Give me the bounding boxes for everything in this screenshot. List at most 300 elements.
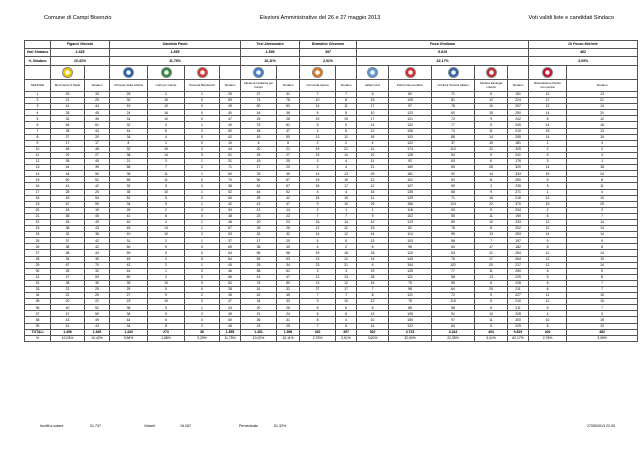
vote-cell: 5: [475, 92, 508, 98]
sezione-number: 28: [25, 256, 51, 262]
vote-cell: 25: [110, 287, 148, 293]
vote-cell: 2: [185, 293, 220, 299]
vote-cell: 1: [529, 140, 567, 146]
vote-cell: 25: [241, 152, 277, 158]
vote-cell: 105: [389, 311, 432, 317]
vote-cell: 92: [389, 159, 432, 165]
vote-cell: 3: [529, 159, 567, 165]
vote-cell: 41: [51, 183, 85, 189]
vote-cell: 92: [432, 171, 475, 177]
vote-cell: 2: [148, 207, 185, 213]
vote-cell: 45: [85, 213, 110, 219]
vote-cell: 1: [185, 171, 220, 177]
vote-cell: 10: [148, 104, 185, 110]
vote-cell: 76: [241, 280, 277, 286]
vote-cell: 12: [300, 274, 336, 280]
vote-cell: 7: [475, 238, 508, 244]
vote-cell: 91: [432, 311, 475, 317]
percent-cell: 10,02%: [241, 335, 277, 341]
vote-cell: 176: [508, 159, 529, 165]
vote-cell: 12: [357, 128, 389, 134]
vote-cell: 7: [567, 280, 638, 286]
vote-cell: 14: [336, 219, 357, 225]
vote-cell: 29: [241, 262, 277, 268]
vote-cell: 10: [357, 152, 389, 158]
vote-cell: 8: [475, 280, 508, 286]
vote-cell: 45: [220, 262, 241, 268]
vote-cell: 14: [475, 134, 508, 140]
vote-cell: 10: [567, 195, 638, 201]
vote-cell: 0: [185, 299, 220, 305]
vote-cell: 2: [567, 146, 638, 152]
vote-cell: 25: [220, 92, 241, 98]
vote-cell: 14: [567, 262, 638, 268]
vote-cell: 26: [51, 268, 85, 274]
vote-cell: 2: [185, 323, 220, 329]
vote-cell: 123: [389, 110, 432, 116]
vote-cell: 26: [277, 226, 300, 232]
vote-cell: 9: [475, 122, 508, 128]
candidate-perc: 10,11%: [241, 57, 300, 66]
list-name: Sinistra Ecologia Libertà: [475, 80, 508, 92]
vote-cell: 6: [357, 262, 389, 268]
vote-cell: 15: [475, 110, 508, 116]
vote-cell: 21: [357, 165, 389, 171]
sezione-number: 4: [25, 110, 51, 116]
vote-cell: 10: [148, 299, 185, 305]
vote-cell: 14: [300, 104, 336, 110]
vote-cell: 6: [357, 305, 389, 311]
vote-cell: 10: [357, 110, 389, 116]
vote-cell: 31: [277, 92, 300, 98]
vote-cell: 40: [51, 305, 85, 311]
vote-cell: 5: [300, 122, 336, 128]
vote-cell: 31: [241, 287, 277, 293]
vote-cell: 242: [508, 116, 529, 122]
vote-cell: 4: [336, 159, 357, 165]
vote-cell: 1: [185, 159, 220, 165]
vote-cell: 39: [241, 195, 277, 201]
vote-cell: 60: [220, 195, 241, 201]
vote-cell: 52: [277, 189, 300, 195]
vote-cell: 10: [148, 280, 185, 286]
vote-cell: 6: [148, 213, 185, 219]
vote-cell: 5: [148, 183, 185, 189]
percent-cell: 11,75%: [220, 335, 241, 341]
list-name: Cristiani Toscani Italiani: [432, 80, 475, 92]
vote-cell: 233: [508, 219, 529, 225]
vote-cell: 45: [51, 146, 85, 152]
vote-cell: 13: [475, 274, 508, 280]
vote-cell: 9: [475, 323, 508, 329]
party-logo-icon: [62, 67, 73, 78]
vote-cell: 9: [148, 244, 185, 250]
vote-cell: 255: [508, 134, 529, 140]
vote-cell: 17: [241, 238, 277, 244]
vote-cell: 49: [220, 311, 241, 317]
vote-cell: 21: [277, 146, 300, 152]
vote-cell: 44: [85, 250, 110, 256]
vote-cell: 5: [529, 152, 567, 158]
vote-cell: 61: [85, 122, 110, 128]
vote-cell: 8: [148, 323, 185, 329]
vote-cell: 12: [336, 232, 357, 238]
vote-cell: 44: [85, 104, 110, 110]
vote-cell: 0: [185, 183, 220, 189]
total-cell: 482: [567, 329, 638, 335]
vote-cell: 20: [567, 110, 638, 116]
vote-cell: 13: [300, 256, 336, 262]
vote-cell: 4: [185, 207, 220, 213]
vote-cell: 12: [529, 195, 567, 201]
vote-cell: 58: [432, 305, 475, 311]
party-logo-icon: [123, 67, 134, 78]
vote-cell: 50: [241, 177, 277, 183]
vote-cell: 2: [185, 311, 220, 317]
candidate-name: Brandino Giovanni: [300, 41, 357, 49]
total-cell: 402: [300, 329, 336, 335]
list-name: Partito Democratico: [389, 80, 432, 92]
vote-cell: 2: [148, 238, 185, 244]
vote-cell: 14: [357, 323, 389, 329]
percentuale-label: Percentuale: [239, 424, 259, 428]
vote-cell: 150: [389, 317, 432, 323]
vote-cell: 71: [432, 92, 475, 98]
vote-cell: 17: [85, 140, 110, 146]
vote-cell: 118: [389, 207, 432, 213]
vote-cell: 9: [148, 311, 185, 317]
vote-cell: 44: [110, 128, 148, 134]
vote-cell: 7: [336, 92, 357, 98]
sindaco-header: Sindaco: [277, 80, 300, 92]
vote-cell: 3: [475, 183, 508, 189]
vote-cell: 47: [51, 274, 85, 280]
candidate-name: Fossi Emiliano: [357, 41, 529, 49]
vote-cell: 49: [110, 256, 148, 262]
vote-cell: 78: [389, 299, 432, 305]
vote-cell: 210: [508, 299, 529, 305]
sezione-number: 11: [25, 152, 51, 158]
vote-cell: 14: [475, 171, 508, 177]
vote-cell: 44: [110, 317, 148, 323]
vote-cell: 14: [529, 232, 567, 238]
vote-cell: 151: [508, 92, 529, 98]
vote-cell: 1: [567, 159, 638, 165]
vote-cell: 29: [357, 171, 389, 177]
vote-cell: 1: [185, 92, 220, 98]
vote-cell: 34: [110, 134, 148, 140]
vote-cell: 40: [277, 244, 300, 250]
sezione-number: 6: [25, 122, 51, 128]
vote-cell: 228: [508, 311, 529, 317]
vote-cell: 1: [185, 305, 220, 311]
sindaco-header: Sindaco: [508, 80, 529, 92]
vote-cell: 271: [508, 189, 529, 195]
vote-cell: 64: [220, 250, 241, 256]
vote-cell: 24: [110, 110, 148, 116]
voti-sindaco-row: [25, 49, 638, 57]
vote-cell: 57: [277, 177, 300, 183]
vote-cell: 14: [357, 256, 389, 262]
vote-cell: 0: [185, 213, 220, 219]
vote-cell: 76: [241, 122, 277, 128]
vote-cell: 29: [277, 323, 300, 329]
vote-cell: 182: [508, 244, 529, 250]
vote-cell: 53: [277, 104, 300, 110]
vote-cell: 135: [389, 189, 432, 195]
vote-cell: 23: [241, 323, 277, 329]
vote-cell: 250: [508, 268, 529, 274]
vote-cell: 21: [110, 159, 148, 165]
vote-cell: 27: [51, 134, 85, 140]
vote-cell: 45: [51, 219, 85, 225]
sezione-number: 33: [25, 287, 51, 293]
vote-cell: 55: [110, 177, 148, 183]
vote-cell: 27: [300, 287, 336, 293]
total-cell: 9.819: [508, 329, 529, 335]
vote-cell: 13: [336, 171, 357, 177]
total-cell: 1.855: [220, 329, 241, 335]
vote-cell: 12: [475, 98, 508, 104]
vote-cell: 35: [220, 293, 241, 299]
vote-cell: 14: [567, 232, 638, 238]
vote-cell: 5: [148, 250, 185, 256]
vote-cell: 7: [357, 287, 389, 293]
vote-cell: 84: [432, 323, 475, 329]
vote-cell: 60: [432, 110, 475, 116]
vote-cell: 123: [389, 219, 432, 225]
vote-cell: 42: [85, 183, 110, 189]
vote-cell: 12: [529, 219, 567, 225]
list-name: Italiani Voci: [357, 80, 389, 92]
vote-cell: 25: [85, 189, 110, 195]
sezione-number: 22: [25, 219, 51, 225]
vote-cell: 12: [529, 256, 567, 262]
vote-cell: 34: [51, 256, 85, 262]
vote-cell: 15: [336, 195, 357, 201]
vote-cell: 44: [220, 146, 241, 152]
vote-cell: 16: [148, 110, 185, 116]
candidate-name: Figacci Niccolò: [51, 41, 110, 49]
list-name: Movimento 5 Stelle: [51, 80, 85, 92]
logo-cell: [110, 66, 148, 80]
percent-row: [25, 335, 638, 341]
vote-cell: 54: [432, 244, 475, 250]
vote-cell: 190: [508, 213, 529, 219]
vote-cell: 28: [220, 287, 241, 293]
vote-cell: 14: [529, 134, 567, 140]
vote-cell: 227: [508, 293, 529, 299]
vote-cell: 3: [148, 122, 185, 128]
vote-cell: 29: [357, 201, 389, 207]
vote-cell: 52: [241, 183, 277, 189]
vote-cell: 6: [357, 244, 389, 250]
vote-cell: 1: [185, 122, 220, 128]
vote-cell: 0: [185, 177, 220, 183]
vote-cell: 65: [432, 165, 475, 171]
vote-cell: 13: [336, 274, 357, 280]
vote-cell: 300: [508, 317, 529, 323]
sezione-number: 26: [25, 244, 51, 250]
vote-cell: 77: [432, 268, 475, 274]
vote-cell: 59: [110, 250, 148, 256]
vote-cell: 4: [529, 311, 567, 317]
results-table: [24, 40, 638, 342]
vote-cell: 8: [567, 177, 638, 183]
vote-cell: 36: [110, 311, 148, 317]
vote-cell: 1: [185, 262, 220, 268]
vote-cell: 106: [389, 128, 432, 134]
vote-cell: 102: [389, 213, 432, 219]
vote-cell: 15: [529, 171, 567, 177]
vote-cell: 60: [220, 171, 241, 177]
candidate-name-row: [25, 41, 638, 49]
vote-cell: 63: [432, 250, 475, 256]
vote-cell: 14: [567, 226, 638, 232]
vote-cell: 14: [336, 152, 357, 158]
vote-cell: 34: [110, 201, 148, 207]
sezione-number: 37: [25, 311, 51, 317]
vote-cell: 35: [85, 256, 110, 262]
vote-cell: 19: [85, 207, 110, 213]
vote-cell: 122: [389, 323, 432, 329]
vote-cell: 3: [300, 268, 336, 274]
vote-cell: 13: [357, 238, 389, 244]
vote-cell: 32: [277, 287, 300, 293]
vote-cell: 124: [432, 201, 475, 207]
vote-cell: 2: [567, 207, 638, 213]
vote-cell: 4: [300, 189, 336, 195]
vote-cell: 19: [336, 116, 357, 122]
vote-cell: 38: [110, 152, 148, 158]
vote-cell: 129: [389, 195, 432, 201]
list-name: Comunità Aperta: [300, 80, 336, 92]
sezione-number: 31: [25, 274, 51, 280]
vote-cell: 16: [475, 195, 508, 201]
vote-cell: 17: [529, 98, 567, 104]
vote-cell: 15: [567, 134, 638, 140]
candidate-voti: 397: [300, 49, 357, 57]
vote-cell: 18: [567, 165, 638, 171]
vote-cell: 11: [475, 268, 508, 274]
vote-cell: 0: [185, 280, 220, 286]
vote-cell: 82: [389, 226, 432, 232]
page-header: [0, 6, 640, 21]
vote-cell: 31: [277, 317, 300, 323]
vote-cell: 40: [85, 159, 110, 165]
vote-cell: 3: [336, 268, 357, 274]
party-logo-icon: [405, 67, 416, 78]
vote-cell: 18: [357, 250, 389, 256]
timestamp: 27/05/2013 22.05: [587, 424, 615, 428]
vote-cell: 14: [277, 207, 300, 213]
votanti-value: 16.287: [180, 424, 191, 428]
sezione-number: 16: [25, 183, 51, 189]
vote-cell: 10: [336, 299, 357, 305]
vote-cell: 8: [277, 140, 300, 146]
vote-cell: 14: [529, 122, 567, 128]
vote-cell: 8: [567, 244, 638, 250]
vote-cell: 10: [475, 104, 508, 110]
vote-cell: 48: [220, 219, 241, 225]
candidate-voti: 1.855: [110, 49, 241, 57]
total-cell: 1.645: [85, 329, 110, 335]
vote-cell: 211: [508, 287, 529, 293]
vote-cell: 11: [357, 159, 389, 165]
vote-cell: 32: [85, 268, 110, 274]
vote-cell: 52: [220, 189, 241, 195]
vote-cell: 59: [220, 98, 241, 104]
vote-cell: 8: [529, 323, 567, 329]
vote-cell: 1: [336, 207, 357, 213]
total-cell: 494: [475, 329, 508, 335]
vote-cell: 53: [220, 232, 241, 238]
vote-cell: 5: [148, 195, 185, 201]
list-name: Rifondazione Partito Comunista: [529, 80, 567, 92]
total-cell: 397: [336, 329, 357, 335]
vote-cell: 1: [148, 140, 185, 146]
vote-cell: 64: [432, 287, 475, 293]
vote-cell: 44: [241, 189, 277, 195]
logo-cell: [389, 66, 432, 80]
vote-cell: 0: [185, 287, 220, 293]
candidate-perc: 62,17%: [357, 57, 529, 66]
vote-cell: 10: [148, 116, 185, 122]
vote-cell: 8: [336, 98, 357, 104]
voti-sindaco-label: Voti Sindaco: [25, 49, 51, 57]
percent-cell: 62,17%: [508, 335, 529, 341]
vote-cell: 48: [85, 146, 110, 152]
vote-cell: 32: [51, 116, 85, 122]
vote-cell: 11: [475, 213, 508, 219]
vote-cell: 12: [357, 219, 389, 225]
vote-cell: 81: [432, 98, 475, 104]
vote-cell: 128: [389, 152, 432, 158]
vote-cell: 32: [110, 183, 148, 189]
vote-cell: 6: [148, 128, 185, 134]
vote-cell: 0: [185, 195, 220, 201]
vote-cell: 45: [241, 134, 277, 140]
vote-cell: 11: [357, 195, 389, 201]
vote-cell: 110: [432, 299, 475, 305]
vote-cell: 58: [241, 268, 277, 274]
vote-cell: 42: [241, 201, 277, 207]
vote-cell: 19: [357, 268, 389, 274]
vote-cell: 54: [220, 256, 241, 262]
vote-cell: 42: [85, 244, 110, 250]
vote-cell: 12: [357, 177, 389, 183]
vote-cell: 20: [475, 262, 508, 268]
vote-cell: 52: [432, 177, 475, 183]
vote-cell: 15: [529, 128, 567, 134]
vote-cell: 21: [336, 262, 357, 268]
vote-cell: 20: [475, 287, 508, 293]
vote-cell: 70: [220, 177, 241, 183]
logo-cell: [475, 66, 508, 80]
vote-cell: 229: [508, 274, 529, 280]
logo-corner: [25, 66, 51, 80]
total-cell: 1.443: [110, 329, 148, 335]
percent-cell: 9,96%: [110, 335, 148, 341]
vote-cell: 0: [185, 104, 220, 110]
vote-cell: 12: [529, 104, 567, 110]
vote-cell: 121: [389, 274, 432, 280]
candidate-voti: 1.645: [51, 49, 110, 57]
vote-cell: 33: [241, 171, 277, 177]
vote-cell: 2: [336, 140, 357, 146]
vote-cell: 2: [336, 244, 357, 250]
vote-cell: 114: [389, 232, 432, 238]
